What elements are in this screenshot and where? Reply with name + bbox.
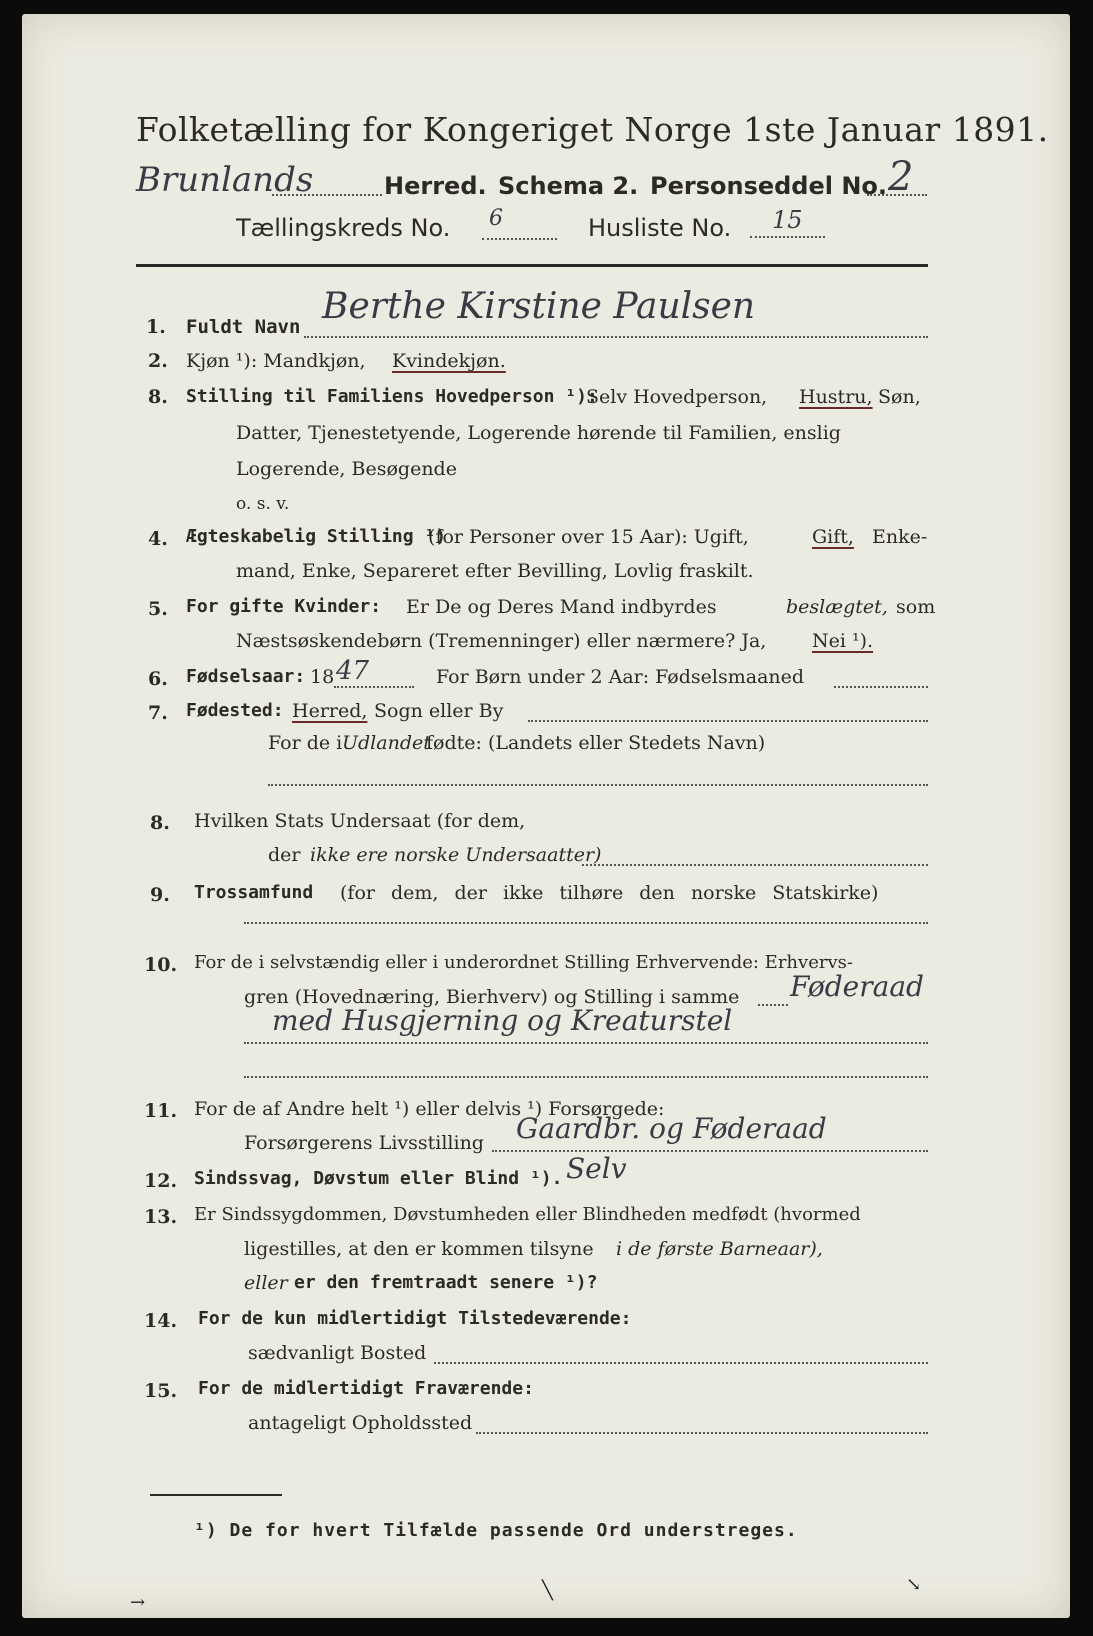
- q15-dotted-line: [476, 1432, 928, 1434]
- q5-line1-italic: beslægtet,: [786, 596, 888, 618]
- q8-number: 8.: [150, 812, 170, 834]
- q5-line1-a: Er De og Deres Mand indbyrdes: [406, 596, 717, 618]
- husliste-dotted-line: [750, 236, 825, 238]
- personseddel-label: Personseddel No.: [650, 172, 888, 200]
- q15-line1: For de midlertidigt Fraværende:: [198, 1378, 534, 1399]
- q12-answer-handwritten: Selv: [566, 1152, 627, 1185]
- form-title: Folketælling for Kongeriget Norge 1ste Januar 1891.: [136, 110, 1049, 149]
- q4-line2: mand, Enke, Separeret efter Bevilling, Lovlig fraskilt.: [236, 560, 754, 582]
- q10-number: 10.: [144, 954, 178, 976]
- personseddel-number-handwritten: 2: [888, 154, 914, 200]
- q6-prefix: 18: [310, 666, 335, 688]
- q5-number: 5.: [148, 598, 168, 620]
- taellingskreds-label: Tællingskreds No.: [236, 214, 451, 242]
- q10-line2: gren (Hovednæring, Bierhverv) og Stilling i samme: [244, 986, 740, 1008]
- q7-number: 7.: [148, 702, 168, 724]
- schema-label: Schema 2.: [498, 172, 639, 200]
- municipality-handwritten: Brunlands: [136, 160, 314, 200]
- q7-line2-italic: Udlandet: [342, 732, 431, 754]
- q3-line4: o. s. v.: [236, 494, 290, 514]
- q4-line1-a: (for Personer over 15 Aar): Ugift,: [428, 526, 749, 548]
- margin-mark-left: →: [130, 1592, 146, 1613]
- q4-label: Ægteskabelig Stilling ¹): [186, 526, 447, 547]
- q10-dotted-line: [758, 1004, 788, 1006]
- header-rule: [136, 264, 928, 267]
- q5-option-underlined: Nei ¹).: [812, 630, 874, 652]
- footnote-rule: [150, 1494, 282, 1496]
- q11-line1: For de af Andre helt ¹) eller delvis ¹) Forsørgede:: [194, 1098, 665, 1120]
- q2-label: Kjøn ¹): Mandkjøn,: [186, 350, 366, 372]
- q2-option-underlined: Kvindekjøn.: [392, 350, 506, 372]
- q7-line2-a: For de i: [268, 732, 343, 754]
- q7-dotted-line: [528, 720, 928, 722]
- q13-line3-b: er den fremtraadt senere ¹)?: [294, 1272, 598, 1293]
- q2-number: 2.: [148, 350, 168, 372]
- q9-number: 9.: [150, 884, 170, 906]
- q13-line1: Er Sindssygdommen, Døvstumheden eller Blindheden medfødt (hvormed: [194, 1204, 861, 1225]
- q14-dotted-line: [434, 1362, 928, 1364]
- q9-label: Trossamfund: [194, 882, 314, 903]
- q3-line1-b: Søn,: [878, 386, 921, 408]
- q6-label: Fødselsaar:: [186, 666, 306, 687]
- q7-label: Fødested:: [186, 700, 284, 721]
- q6-dotted-line: [834, 686, 928, 688]
- q8-line1: Hvilken Stats Undersaat (for dem,: [194, 810, 526, 832]
- q9-dotted-line: [244, 922, 928, 924]
- husliste-number-handwritten: 15: [772, 206, 803, 234]
- q6-year-handwritten: 47: [336, 656, 370, 686]
- q3-line1-a: Selv Hovedperson,: [586, 386, 768, 408]
- q3-line3: Logerende, Besøgende: [236, 458, 457, 480]
- q5-label: For gifte Kvinder:: [186, 596, 382, 617]
- q13-line3-italic: eller: [244, 1272, 288, 1294]
- q6-year-dotted-line: [334, 686, 414, 688]
- q4-line1-b: Enke-: [872, 526, 928, 548]
- taellingskreds-dotted-line: [482, 238, 557, 240]
- q13-line2-a: ligestilles, at den er kommen tilsyne: [244, 1238, 594, 1260]
- q7-dotted-line-2: [268, 784, 928, 786]
- q12-label: Sindssvag, Døvstum eller Blind ¹).: [194, 1168, 563, 1189]
- q8-line2-italic: ikke ere norske Undersaatter): [310, 844, 602, 866]
- q11-number: 11.: [144, 1100, 178, 1122]
- q7-option-underlined: Herred,: [292, 700, 368, 722]
- q3-line2: Datter, Tjenestetyende, Logerende hørende til Familien, enslig: [236, 422, 841, 444]
- q10-line1: For de i selvstændig eller i underordnet Stilling Erhvervende: Erhvervs-: [194, 952, 853, 973]
- q6-number: 6.: [148, 668, 168, 690]
- q5-line1-b: som: [896, 596, 936, 618]
- q1-name-handwritten: Berthe Kirstine Paulsen: [322, 286, 756, 327]
- taellingskreds-number-handwritten: 6: [489, 206, 503, 231]
- margin-mark-right: ↘: [906, 1574, 922, 1595]
- margin-mark-center: ╲: [542, 1580, 553, 1601]
- q4-option-underlined: Gift,: [812, 526, 854, 548]
- q14-number: 14.: [144, 1310, 178, 1332]
- q8-line2-a: der: [268, 844, 301, 866]
- census-form-page: [22, 14, 1070, 1618]
- q11-dotted-line: [492, 1150, 928, 1152]
- q5-line2-a: Næstsøskendebørn (Tremenninger) eller nærmere? Ja,: [236, 630, 767, 652]
- q10-answer-handwritten-2: med Husgjerning og Kreaturstel: [272, 1004, 733, 1037]
- husliste-label: Husliste No.: [588, 214, 732, 242]
- personseddel-dotted-line: [867, 194, 927, 196]
- q7-rest: Sogn eller By: [374, 700, 504, 722]
- q12-number: 12.: [144, 1170, 178, 1192]
- q10-dotted-line-2: [244, 1042, 928, 1044]
- q9-rest: (for dem, der ikke tilhøre den norske Statskirke): [340, 882, 879, 904]
- q10-answer-handwritten-1: Føderaad: [790, 970, 924, 1003]
- q15-line2: antageligt Opholdssted: [248, 1412, 473, 1434]
- q1-number: 1.: [146, 316, 166, 338]
- q10-dotted-line-3: [244, 1076, 928, 1078]
- q11-line2: Forsørgerens Livsstilling: [244, 1132, 484, 1154]
- q3-number: 8.: [148, 386, 168, 408]
- q6-rest: For Børn under 2 Aar: Fødselsmaaned: [436, 666, 805, 688]
- q11-answer-handwritten: Gaardbr. og Føderaad: [516, 1112, 827, 1145]
- q13-number: 13.: [144, 1206, 178, 1228]
- q4-number: 4.: [148, 528, 168, 550]
- q3-option-underlined: Hustru,: [799, 386, 873, 408]
- q1-label: Fuldt Navn: [186, 316, 301, 338]
- q13-line2-italic: i de første Barneaar),: [616, 1238, 823, 1260]
- footnote: ¹) De for hvert Tilfælde passende Ord understreges.: [194, 1520, 798, 1541]
- q3-label: Stilling til Familiens Hovedperson ¹):: [186, 386, 598, 407]
- q1-dotted-line: [304, 336, 928, 338]
- municipality-dotted-line: [272, 194, 382, 196]
- herred-label: Herred.: [384, 172, 487, 200]
- q14-line2: sædvanligt Bosted: [248, 1342, 427, 1364]
- q7-line2-b: fødte: (Landets eller Stedets Navn): [426, 732, 766, 754]
- q8-dotted-line: [582, 864, 928, 866]
- q15-number: 15.: [144, 1380, 178, 1402]
- q14-line1: For de kun midlertidigt Tilstedeværende:: [198, 1308, 632, 1329]
